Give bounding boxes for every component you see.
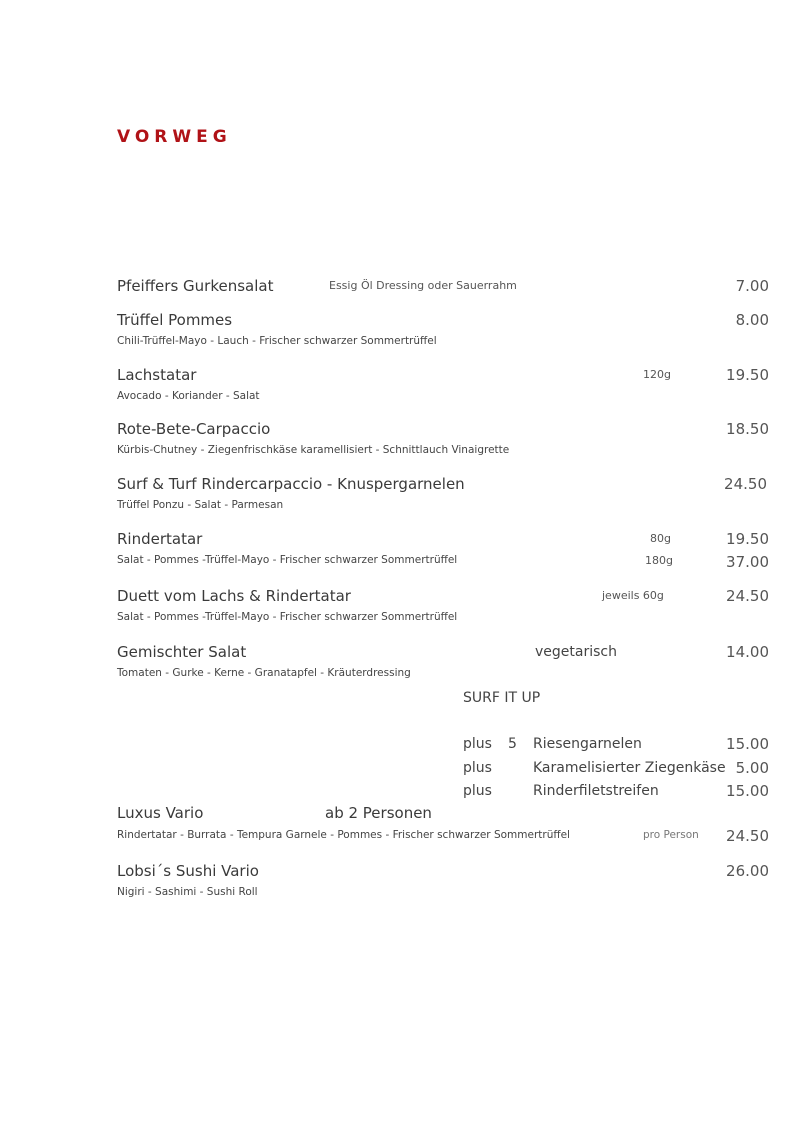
item-description: Kürbis-Chutney - Ziegenfrischkäse karamellisiert - Schnittlauch Vinaigrette bbox=[117, 444, 510, 456]
surf-plus: plus bbox=[463, 760, 492, 776]
item-description: Avocado - Koriander - Salat bbox=[117, 390, 260, 402]
item-weight: jeweils 60g bbox=[602, 589, 664, 602]
item-description: Chili-Trüffel-Mayo - Lauch - Frischer schwarzer Sommertrüffel bbox=[117, 335, 437, 347]
surf-item: Riesengarnelen bbox=[533, 736, 642, 752]
item-description: Salat - Pommes -Trüffel-Mayo - Frischer schwarzer Sommertrüffel bbox=[117, 611, 458, 623]
item-name: Lachstatar bbox=[117, 366, 197, 384]
surf-qty: 5 bbox=[508, 736, 517, 752]
item-description: Trüffel Ponzu - Salat - Parmesan bbox=[117, 499, 284, 511]
item-name: Luxus Vario bbox=[117, 804, 204, 822]
surf-price: 15.00 bbox=[726, 735, 769, 753]
item-price: 14.00 bbox=[726, 643, 769, 661]
item-tag: vegetarisch bbox=[535, 644, 617, 660]
section-title: VORWEG bbox=[117, 127, 232, 147]
item-name: Gemischter Salat bbox=[117, 643, 247, 661]
item-name: Lobsi´s Sushi Vario bbox=[117, 862, 259, 880]
item-price: 24.50 bbox=[726, 587, 769, 605]
item-note: Essig Öl Dressing oder Sauerrahm bbox=[329, 279, 517, 292]
surf-item: Rinderfiletstreifen bbox=[533, 783, 659, 799]
item-weight: 180g bbox=[645, 554, 673, 567]
item-name: Rote-Bete-Carpaccio bbox=[117, 420, 271, 438]
item-description: Nigiri - Sashimi - Sushi Roll bbox=[117, 886, 258, 898]
surf-price: 5.00 bbox=[735, 759, 769, 777]
item-price: 37.00 bbox=[726, 553, 769, 571]
item-price: 24.50 bbox=[726, 827, 769, 845]
item-description: Rindertatar - Burrata - Tempura Garnele - Pommes - Frischer schwarzer Sommertrüffel bbox=[117, 829, 570, 841]
surf-price: 15.00 bbox=[726, 782, 769, 800]
surf-plus: plus bbox=[463, 736, 492, 752]
item-weight: 80g bbox=[650, 532, 671, 545]
item-name: Rindertatar bbox=[117, 530, 203, 548]
item-name: Duett vom Lachs & Rindertatar bbox=[117, 587, 351, 605]
item-price: 24.50 bbox=[724, 475, 767, 493]
item-price: 7.00 bbox=[735, 277, 769, 295]
item-price: 19.50 bbox=[726, 530, 769, 548]
item-price: 8.00 bbox=[735, 311, 769, 329]
item-price: 19.50 bbox=[726, 366, 769, 384]
surf-plus: plus bbox=[463, 783, 492, 799]
item-weight: 120g bbox=[643, 368, 671, 381]
item-price: 18.50 bbox=[726, 420, 769, 438]
item-name: Trüffel Pommes bbox=[117, 311, 233, 329]
item-note: ab 2 Personen bbox=[325, 804, 432, 822]
item-description: Salat - Pommes -Trüffel-Mayo - Frischer schwarzer Sommertrüffel bbox=[117, 554, 458, 566]
surf-heading: SURF IT UP bbox=[463, 690, 541, 706]
item-name: Pfeiffers Gurkensalat bbox=[117, 277, 274, 295]
item-name: Surf & Turf Rindercarpaccio - Knuspergarnelen bbox=[117, 475, 465, 493]
surf-item: Karamelisierter Ziegenkäse bbox=[533, 760, 726, 776]
item-price: 26.00 bbox=[726, 862, 769, 880]
item-per-person: pro Person bbox=[643, 829, 699, 841]
item-description: Tomaten - Gurke - Kerne - Granatapfel - Kräuterdressing bbox=[117, 667, 411, 679]
